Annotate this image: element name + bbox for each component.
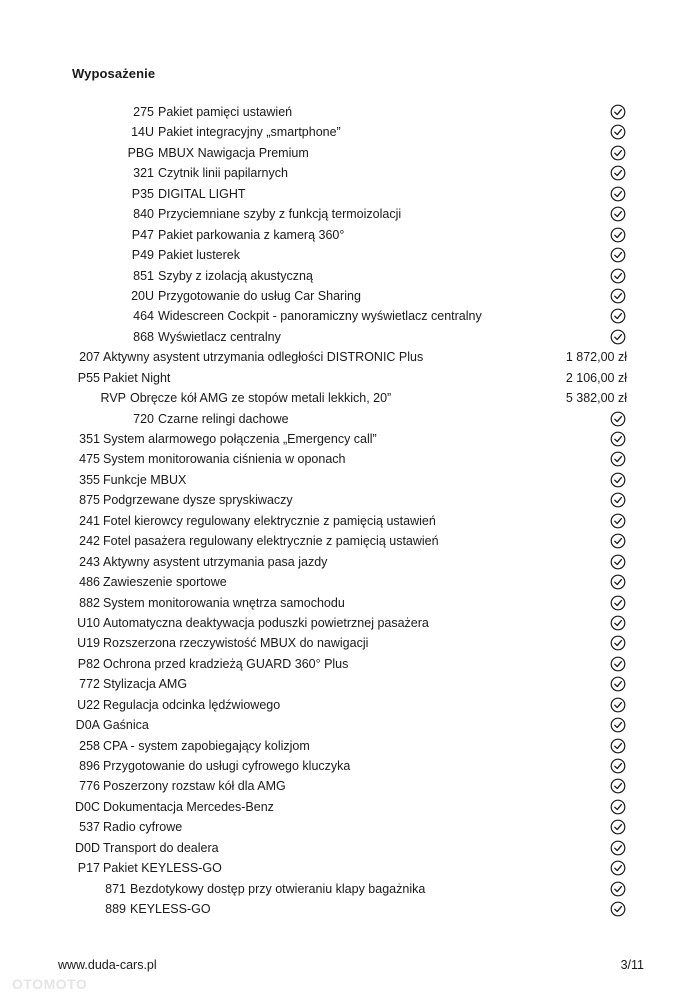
check-circle-icon <box>610 308 626 324</box>
option-description: Fotel pasażera regulowany elektrycznie z pamięcią ustawień <box>103 534 439 549</box>
option-description: MBUX Nawigacja Premium <box>158 145 309 160</box>
check-circle-icon <box>610 165 626 181</box>
equipment-row <box>0 736 700 756</box>
watermark: OTOMOTO <box>12 976 88 992</box>
check-circle-icon <box>610 758 626 774</box>
equipment-list <box>0 102 700 920</box>
check-circle-icon <box>610 778 626 794</box>
option-code: 14U <box>131 125 154 140</box>
option-description: System monitorowania wnętrza samochodu <box>103 595 345 610</box>
option-description: Aktywny asystent utrzymania odległości DISTRONIC Plus <box>103 350 424 365</box>
option-code: 275 <box>133 105 154 119</box>
check-circle-icon <box>610 819 626 835</box>
option-code: U22 <box>77 697 100 712</box>
equipment-row <box>0 797 700 817</box>
option-code: 351 <box>79 432 100 446</box>
option-code: P82 <box>77 656 100 671</box>
option-description: Przygotowanie do usługi cyfrowego kluczyka <box>103 759 351 773</box>
option-code: 882 <box>79 595 100 610</box>
option-code: U10 <box>77 615 100 630</box>
equipment-row <box>0 776 700 796</box>
option-description: Fotel kierowcy regulowany elektrycznie z pamięcią ustawień <box>103 513 436 528</box>
option-description: Funkcje MBUX <box>103 472 187 487</box>
equipment-row <box>0 654 700 674</box>
option-description: Czarne relingi dachowe <box>158 411 289 426</box>
check-circle-icon <box>610 533 626 549</box>
option-code: U19 <box>77 636 100 651</box>
equipment-row <box>0 449 700 469</box>
option-description: Poszerzony rozstaw kół dla AMG <box>103 779 286 794</box>
check-circle-icon <box>610 104 626 120</box>
check-circle-icon <box>610 574 626 590</box>
equipment-row <box>0 572 700 592</box>
check-circle-icon <box>610 717 626 733</box>
check-circle-icon <box>610 860 626 876</box>
option-description: Pakiet parkowania z kamerą 360° <box>158 227 345 242</box>
option-price: 5 382,00 zł <box>565 391 627 406</box>
option-description: Rozszerzona rzeczywistość MBUX do nawigacji <box>103 636 369 651</box>
option-code: D0D <box>74 840 100 855</box>
option-description: Pakiet lusterek <box>158 248 240 263</box>
option-code: D0A <box>75 718 100 733</box>
option-code: 321 <box>133 166 154 181</box>
equipment-row <box>0 225 700 245</box>
option-code: 851 <box>133 268 154 283</box>
option-description: Radio cyfrowe <box>103 820 183 835</box>
equipment-row <box>0 163 700 183</box>
option-description: Pakiet pamięci ustawień <box>158 105 293 119</box>
option-code: P17 <box>77 861 100 876</box>
check-circle-icon <box>610 186 626 202</box>
equipment-row <box>0 429 700 449</box>
check-circle-icon <box>610 247 626 263</box>
option-code: 241 <box>79 513 100 528</box>
option-description: Pakiet Night <box>103 370 171 385</box>
equipment-row <box>0 817 700 837</box>
option-code: 207 <box>79 350 100 365</box>
check-circle-icon <box>610 227 626 243</box>
option-code: 776 <box>79 779 100 794</box>
option-code: 720 <box>133 411 154 426</box>
option-code: P55 <box>77 370 100 385</box>
equipment-row <box>0 143 700 163</box>
equipment-row <box>0 695 700 715</box>
equipment-row <box>0 368 700 388</box>
equipment-row <box>0 756 700 776</box>
check-circle-icon <box>610 288 626 304</box>
option-code: 464 <box>133 309 154 324</box>
equipment-row <box>0 306 700 326</box>
check-circle-icon <box>610 268 626 284</box>
option-description: Obręcze kół AMG ze stopów metali lekkich, 20” <box>130 391 392 406</box>
option-price: 1 872,00 zł <box>565 350 627 365</box>
equipment-row <box>0 674 700 694</box>
equipment-row <box>0 327 700 347</box>
option-code: P47 <box>131 227 154 242</box>
equipment-row <box>0 613 700 633</box>
equipment-row <box>0 266 700 286</box>
check-circle-icon <box>610 615 626 631</box>
option-code: 772 <box>79 677 100 692</box>
equipment-row <box>0 879 700 899</box>
option-description: Przyciemniane szyby z funkcją termoizolacji <box>158 207 402 222</box>
equipment-row <box>0 470 700 490</box>
equipment-row <box>0 511 700 531</box>
check-circle-icon <box>610 656 626 672</box>
option-description: Zawieszenie sportowe <box>103 575 227 590</box>
check-circle-icon <box>610 554 626 570</box>
equipment-row <box>0 388 700 408</box>
check-circle-icon <box>610 124 626 140</box>
option-code: 871 <box>105 881 126 896</box>
option-code: 537 <box>79 820 100 835</box>
equipment-row <box>0 715 700 735</box>
equipment-row <box>0 490 700 510</box>
option-code: 868 <box>133 329 154 344</box>
equipment-row <box>0 347 700 367</box>
option-description: Wyświetlacz centralny <box>158 329 281 344</box>
check-circle-icon <box>610 206 626 222</box>
check-circle-icon <box>610 595 626 611</box>
equipment-row <box>0 409 700 429</box>
option-code: 475 <box>79 452 100 467</box>
equipment-row <box>0 899 700 919</box>
option-description: Dokumentacja Mercedes-Benz <box>103 799 274 814</box>
equipment-row <box>0 286 700 306</box>
option-description: Gaśnica <box>103 718 149 733</box>
option-description: System alarmowego połączenia „Emergency call” <box>103 432 377 446</box>
option-description: CPA - system zapobiegający kolizjom <box>103 738 310 753</box>
option-code: 243 <box>79 554 100 569</box>
equipment-row <box>0 858 700 878</box>
equipment-row <box>0 184 700 204</box>
equipment-row <box>0 245 700 265</box>
option-code: P35 <box>131 186 154 201</box>
check-circle-icon <box>610 329 626 345</box>
option-description: Podgrzewane dysze spryskiwaczy <box>103 493 293 508</box>
equipment-row <box>0 122 700 142</box>
equipment-row <box>0 102 700 122</box>
equipment-row <box>0 552 700 572</box>
option-code: 875 <box>79 493 100 508</box>
footer-url[interactable]: www.duda-cars.pl <box>58 958 157 972</box>
check-circle-icon <box>610 676 626 692</box>
section-title: Wyposażenie <box>72 66 156 81</box>
check-circle-icon <box>610 881 626 897</box>
option-code: D0C <box>74 799 100 814</box>
check-circle-icon <box>610 635 626 651</box>
option-description: Transport do dealera <box>103 840 219 855</box>
option-description: Czytnik linii papilarnych <box>158 166 288 181</box>
option-code: 840 <box>133 207 154 222</box>
check-circle-icon <box>610 697 626 713</box>
option-code: 20U <box>131 288 154 303</box>
equipment-row <box>0 838 700 858</box>
equipment-row <box>0 593 700 613</box>
option-code: 889 <box>105 902 126 917</box>
check-circle-icon <box>610 840 626 856</box>
equipment-row <box>0 531 700 551</box>
check-circle-icon <box>610 145 626 161</box>
option-description: Przygotowanie do usług Car Sharing <box>158 288 361 303</box>
option-description: Regulacja odcinka lędźwiowego <box>103 697 281 712</box>
option-description: Automatyczna deaktywacja poduszki powietrznej pasażera <box>103 615 429 630</box>
option-code: P49 <box>131 248 154 263</box>
option-description: System monitorowania ciśnienia w oponach <box>103 452 346 467</box>
check-circle-icon <box>610 451 626 467</box>
option-description: Bezdotykowy dostęp przy otwieraniu klapy bagażnika <box>130 881 426 896</box>
option-description: Aktywny asystent utrzymania pasa jazdy <box>103 554 328 569</box>
check-circle-icon <box>610 513 626 529</box>
option-description: KEYLESS-GO <box>130 902 211 917</box>
check-circle-icon <box>610 799 626 815</box>
option-code: 896 <box>79 759 100 773</box>
option-code: 242 <box>79 534 100 549</box>
equipment-row <box>0 633 700 653</box>
check-circle-icon <box>610 431 626 447</box>
option-price: 2 106,00 zł <box>565 370 627 385</box>
option-description: Widescreen Cockpit - panoramiczny wyświetlacz centralny <box>158 309 482 324</box>
option-description: Stylizacja AMG <box>103 677 188 692</box>
option-code: PBG <box>127 145 154 160</box>
check-circle-icon <box>610 411 626 427</box>
option-description: Pakiet KEYLESS-GO <box>103 861 222 876</box>
check-circle-icon <box>610 901 626 917</box>
equipment-row <box>0 204 700 224</box>
page-number: 3/11 <box>620 958 644 972</box>
option-code: RVP <box>100 391 126 406</box>
check-circle-icon <box>610 472 626 488</box>
option-code: 355 <box>79 472 100 487</box>
option-description: Ochrona przed kradzieżą GUARD 360° Plus <box>103 656 349 671</box>
check-circle-icon <box>610 492 626 508</box>
option-description: Pakiet integracyjny „smartphone” <box>158 125 341 140</box>
option-description: Szyby z izolacją akustyczną <box>158 268 313 283</box>
option-code: 486 <box>79 575 100 590</box>
option-description: DIGITAL LIGHT <box>158 186 246 201</box>
check-circle-icon <box>610 738 626 754</box>
option-code: 258 <box>79 738 100 753</box>
